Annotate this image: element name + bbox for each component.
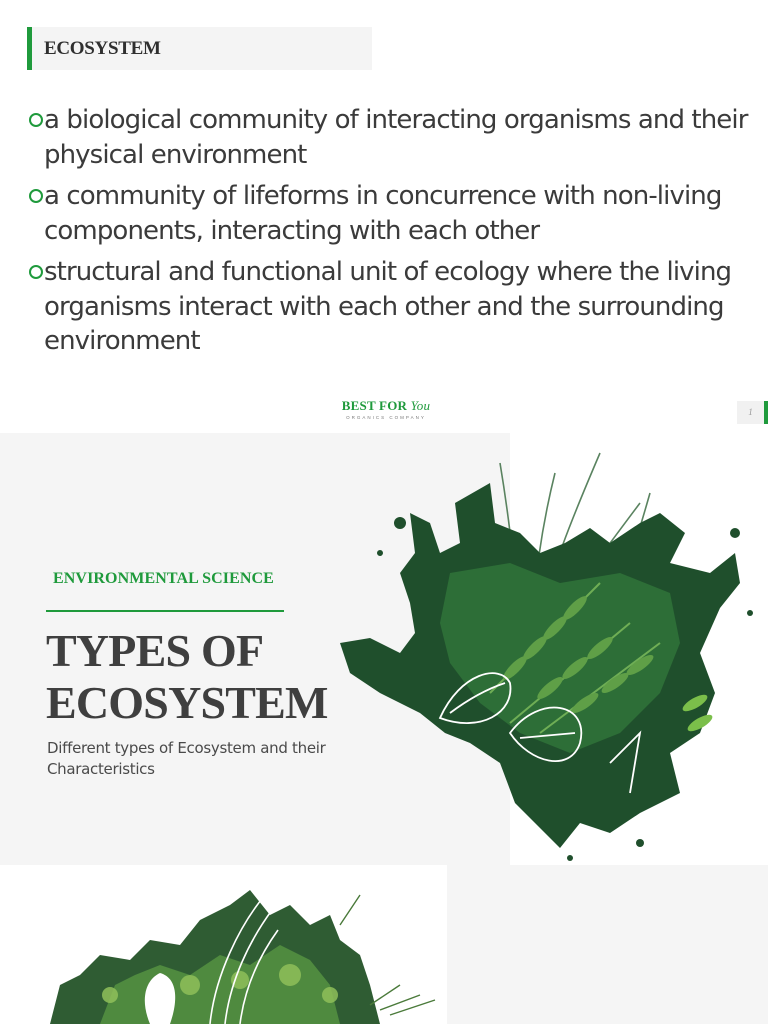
slide-title: TYPES OF ECOSYSTEM	[46, 625, 328, 728]
content-panel	[447, 865, 768, 1024]
circle-bullet-icon	[29, 113, 43, 127]
definition-item	[28, 255, 748, 359]
page-number-accent	[764, 401, 768, 424]
definition-text: structural and functional unit of ecology where the living organisms interact with each other and the surrounding environment	[44, 257, 732, 356]
fern-leaf-illustration	[340, 433, 768, 865]
slide-types-of-ecosystem	[0, 433, 768, 865]
logo-main-text: BEST FOR	[341, 398, 408, 413]
definition-text: a community of lifeforms in concurrence with non-living components, interacting with each other	[44, 181, 722, 246]
circle-bullet-icon	[29, 189, 43, 203]
slide-title-bar	[27, 27, 372, 70]
slide-ecosystem-definition	[0, 0, 768, 433]
forest-silhouette-illustration	[40, 885, 460, 1024]
kicker-divider	[46, 610, 284, 612]
company-logo	[336, 398, 436, 420]
slide-forest-preview	[0, 865, 768, 1024]
logo-italic-text: You	[410, 398, 431, 413]
logo-tagline: ORGANICS COMPANY	[346, 415, 426, 420]
definition-item	[28, 179, 748, 248]
page-number: 1	[737, 401, 764, 424]
definition-text: a biological community of interacting organisms and their physical environment	[44, 105, 748, 170]
circle-bullet-icon	[29, 265, 43, 279]
slide-subtitle: Different types of Ecosystem and their Characteristics	[47, 739, 326, 778]
definition-list	[28, 103, 748, 366]
section-kicker: ENVIRONMENTAL SCIENCE	[53, 570, 274, 587]
definition-item	[28, 103, 748, 172]
slide-heading: ECOSYSTEM	[44, 38, 161, 59]
